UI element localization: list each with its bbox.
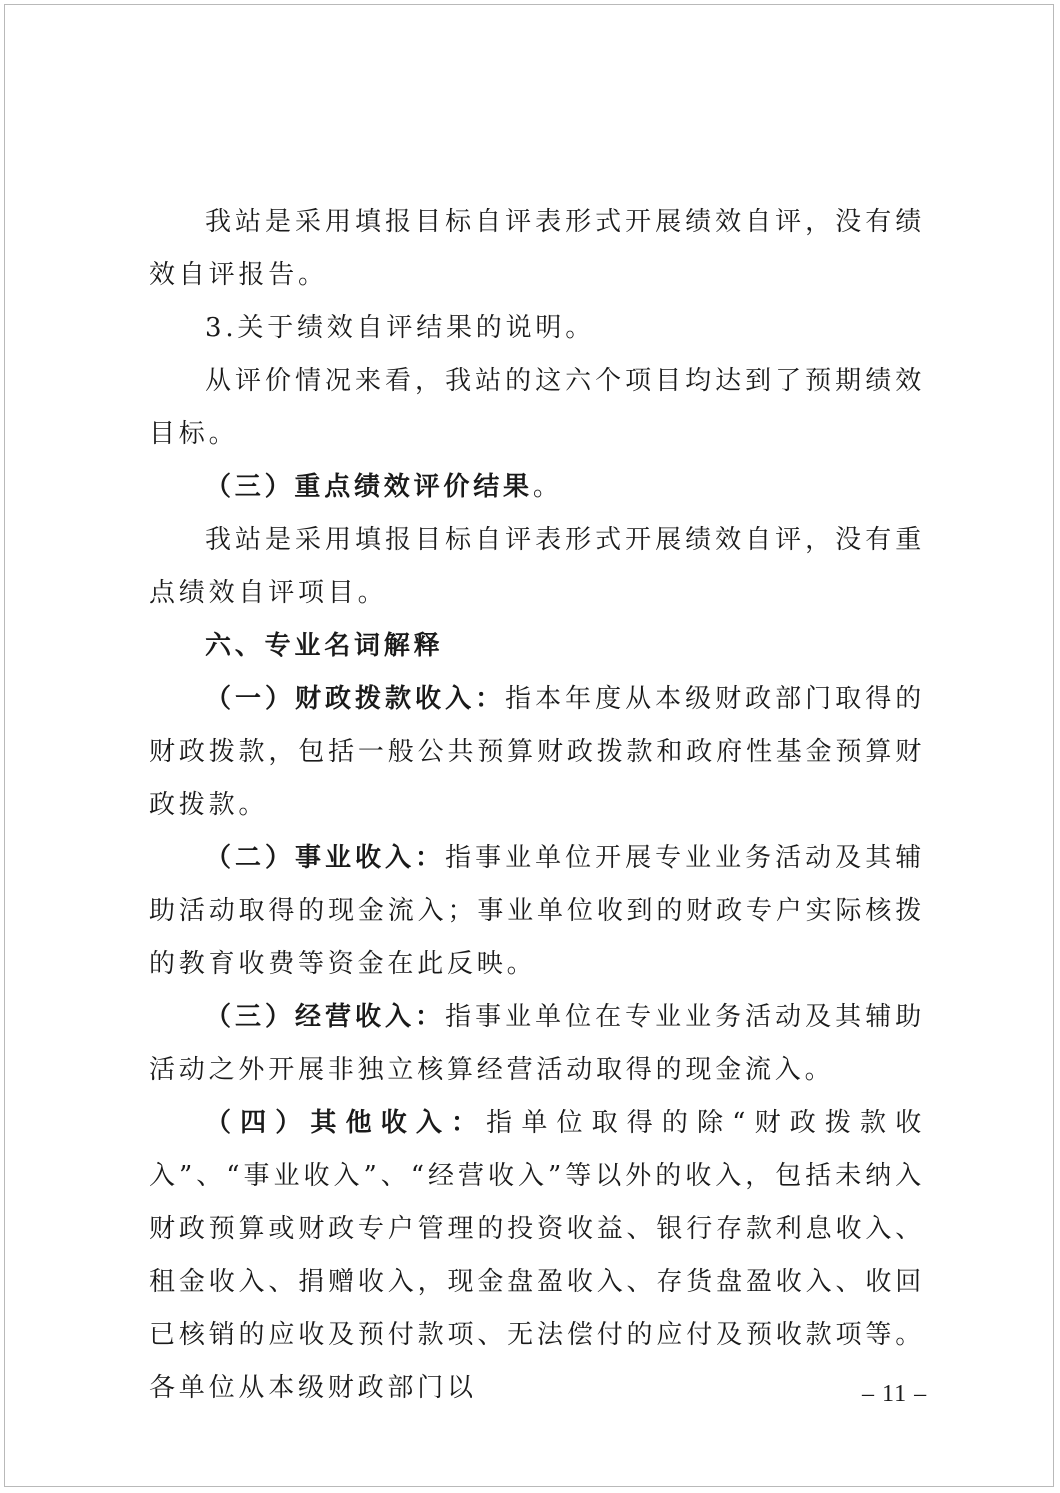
paragraph-text: 我站是采用填报目标自评表形式开展绩效自评，没有重点绩效自评项目。 <box>149 525 925 608</box>
paragraph-text: 。 <box>532 472 563 502</box>
paragraph-evaluation-situation <box>149 355 925 461</box>
paragraph-other-income <box>149 1097 928 1415</box>
section-heading: （三）重点绩效评价结果 <box>205 472 533 502</box>
term-heading: （二）事业收入： <box>205 843 446 873</box>
paragraph-no-key-evaluation <box>149 514 925 620</box>
paragraph-self-eval-form <box>149 196 925 302</box>
term-heading: （一）财政拨款收入： <box>205 684 506 714</box>
page-number: – 11 – <box>862 1381 928 1407</box>
paragraph-text: 我站是采用填报目标自评表形式开展绩效自评，没有绩效自评报告。 <box>149 207 925 290</box>
paragraph-fiscal-appropriation <box>149 673 925 832</box>
paragraph-self-eval-result-title <box>149 302 925 355</box>
document-body <box>149 196 928 1415</box>
section-heading: 六、专业名词解释 <box>205 631 444 661</box>
term-definition: 指事业单位开展专业业务活动及其辅助活动取得的现金流入；事业单位收到的财政专户实际核拨的教育收费等资金在此反映。 <box>149 843 925 979</box>
paragraph-text: 3.关于绩效自评结果的说明。 <box>205 313 596 343</box>
paragraph-text: 从评价情况来看，我站的这六个项目均达到了预期绩效目标。 <box>149 366 925 449</box>
term-definition: 指本年度从本级财政部门取得的财政拨款，包括一般公共预算财政拨款和政府性基金预算财政拨款。 <box>149 684 925 820</box>
paragraph-operating-income <box>149 991 925 1097</box>
paragraph-business-income <box>149 832 925 991</box>
term-heading: （三）经营收入： <box>205 1002 446 1032</box>
paragraph-key-evaluation-heading <box>149 461 925 514</box>
paragraph-terms-heading <box>149 620 925 673</box>
term-definition: 指单位取得的除“财政拨款收入”、“事业收入”、“经营收入”等以外的收入，包括未纳入财政预算或财政专户管理的投资收益、银行存款利息收入、租金收入、捐赠收入，现金盘盈收入、存货盘盈收入、收回已核销的应收及预付款项、无法偿付的应付及预收款项等。各单位从本级财政部门以 <box>149 1108 925 1403</box>
term-heading: （四）其他收入： <box>205 1108 487 1138</box>
term-definition: 指事业单位在专业业务活动及其辅助活动之外开展非独立核算经营活动取得的现金流入。 <box>149 1002 925 1085</box>
